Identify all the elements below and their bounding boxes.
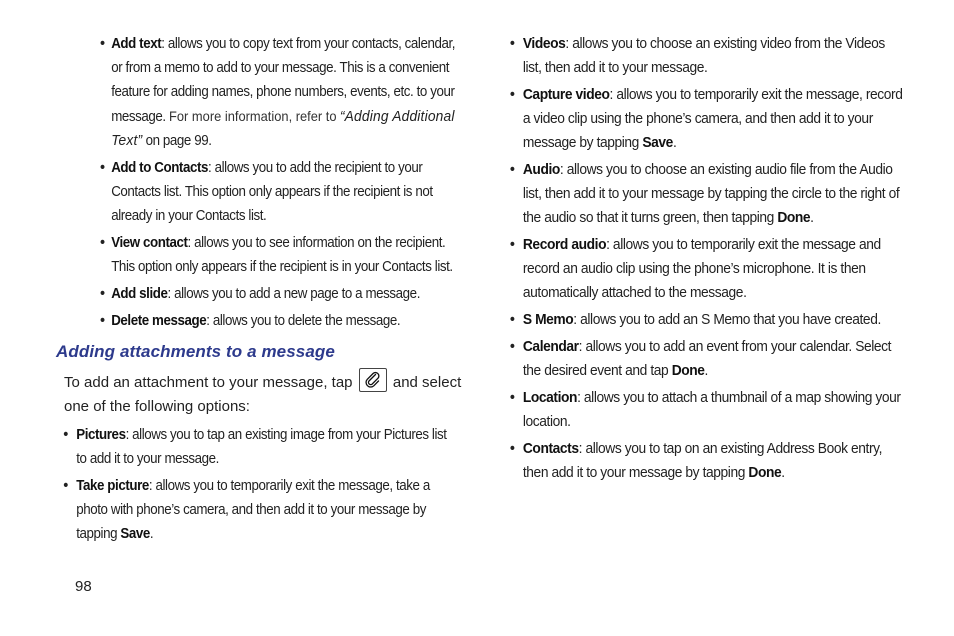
desc-take-picture: : allows you to temporarily exit the message, take a photo with phone’s camera, and then add it to your message by tapping <box>76 478 430 542</box>
page-reference: on page 99. <box>142 133 212 149</box>
term-record-audio: Record audio <box>522 236 607 253</box>
term-view-contact: View contact <box>111 235 188 251</box>
term-add-slide: Add slide <box>111 286 168 302</box>
list-item-contacts <box>510 437 904 485</box>
term-take-picture: Take picture <box>76 478 149 494</box>
term-contacts: Contacts <box>522 440 579 457</box>
sub-option-list <box>100 32 465 333</box>
list-item-videos <box>510 32 904 80</box>
desc-delete-message: : allows you to delete the message. <box>206 313 401 329</box>
desc-calendar: : allows you to add an event from your calendar. Select the desired event and tap <box>522 338 892 379</box>
desc-add-text: : allows you to copy text from your contacts, calendar, or from a memo to add to your message. This is a convenient feature for adding names, phone numbers, events, etc. to your message. <box>111 36 456 125</box>
list-item-pictures <box>63 423 457 471</box>
term-calendar: Calendar <box>522 338 579 355</box>
intro-text-before: To add an attachment to your message, tap <box>64 374 353 391</box>
sentence-end: . <box>672 134 677 151</box>
list-item-calendar <box>510 335 904 383</box>
intro-paragraph <box>64 368 466 419</box>
cross-reference-link[interactable]: “Adding Additional Text” <box>111 108 455 149</box>
desc-record-audio: : allows you to temporarily exit the message and record an audio clip using the phone’s microphone. It is then automatically attached to the message. <box>522 236 881 301</box>
intro-text-after: and select one of the following options: <box>64 374 462 415</box>
list-item-audio <box>510 158 904 230</box>
term-add-text: Add text <box>111 36 162 52</box>
right-column <box>510 32 920 488</box>
sentence-end: . <box>704 362 708 379</box>
list-item-location <box>510 386 904 434</box>
desc-s-memo: : allows you to add an S Memo that you have created. <box>573 311 881 328</box>
list-item-add-to-contacts <box>100 156 465 228</box>
ui-label-done: Done <box>777 209 811 226</box>
list-item-delete-message <box>100 309 465 333</box>
desc-add-to-contacts: : allows you to add the recipient to your Contacts list. This option only appears if the recipient is not already in your Contacts list. <box>111 160 433 224</box>
desc-capture-video: : allows you to temporarily exit the message, record a video clip using the phone’s camera, and then add it to your message by tapping <box>522 86 903 151</box>
attachment-option-list-right <box>510 32 904 485</box>
list-item-s-memo <box>510 308 904 332</box>
list-item-record-audio <box>510 233 904 305</box>
left-column <box>56 32 466 542</box>
desc-audio: : allows you to choose an existing audio file from the Audio list, then add it to your message by tapping the circle to the right of the audio so that it turns green, then tapping <box>522 161 900 226</box>
attachment-option-list-left <box>63 423 457 546</box>
page-number: 98 <box>75 578 92 595</box>
desc-videos: : allows you to choose an existing video from the Videos list, then add it to your message. <box>522 35 885 76</box>
term-capture-video: Capture video <box>522 86 610 103</box>
desc-pictures: : allows you to tap an existing image from your Pictures list to add it to your message. <box>76 427 447 467</box>
sentence-end: . <box>149 526 154 542</box>
term-delete-message: Delete message <box>111 313 207 329</box>
ui-label-done: Done <box>748 464 782 481</box>
paperclip-icon <box>364 371 382 389</box>
list-item-capture-video <box>510 83 904 155</box>
desc-contacts: : allows you to tap on an existing Address Book entry, then add it to your message by tapping <box>522 440 883 481</box>
term-pictures: Pictures <box>76 427 126 443</box>
sentence-end: . <box>810 209 814 226</box>
term-videos: Videos <box>522 35 566 52</box>
list-item-add-text <box>100 32 465 153</box>
section-heading: Adding attachments to a message <box>56 342 335 361</box>
term-audio: Audio <box>522 161 560 178</box>
desc-location: : allows you to attach a thumbnail of a map showing your location. <box>522 389 901 430</box>
term-location: Location <box>522 389 578 406</box>
list-item-take-picture <box>63 474 457 546</box>
ui-label-save: Save <box>120 526 150 542</box>
sentence-end: . <box>781 464 785 481</box>
attach-button[interactable] <box>359 368 387 392</box>
ui-label-done: Done <box>671 362 705 379</box>
desc-view-contact: : allows you to see information on the recipient. This option only appears if the recipient is in your Contacts list. <box>111 235 453 275</box>
term-s-memo: S Memo <box>522 311 574 328</box>
more-info-text: For more information, refer to <box>169 108 337 124</box>
ui-label-save: Save <box>642 134 673 151</box>
desc-add-slide: : allows you to add a new page to a message. <box>167 286 420 302</box>
list-item-add-slide <box>100 282 465 306</box>
list-item-view-contact <box>100 231 465 279</box>
term-add-to-contacts: Add to Contacts <box>111 160 209 176</box>
